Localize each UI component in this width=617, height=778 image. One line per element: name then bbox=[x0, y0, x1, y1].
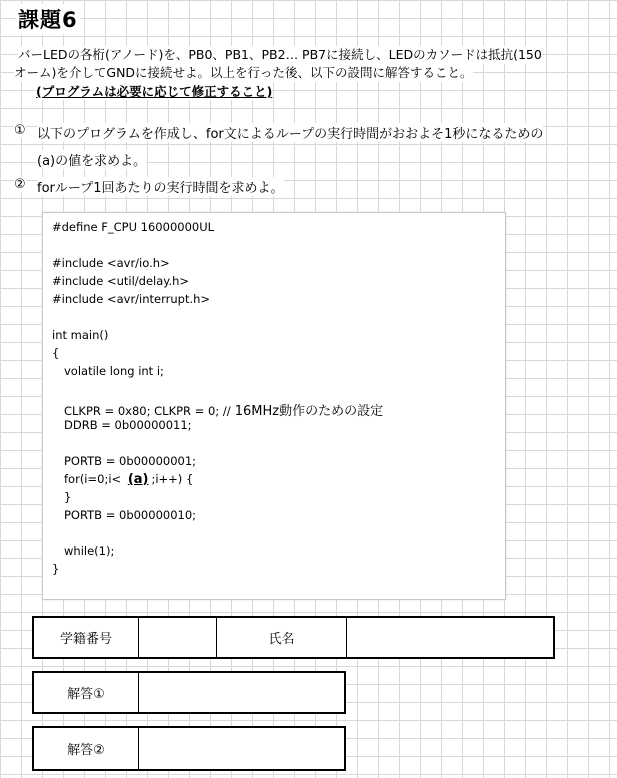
code-for-pre: for(i=0;i< bbox=[64, 472, 125, 486]
code-for-close: } bbox=[64, 490, 72, 504]
code-clkpr-comment: 16MHz動作のための設定 bbox=[230, 404, 384, 419]
answer-2-row bbox=[32, 726, 346, 771]
student-id-field[interactable] bbox=[139, 618, 217, 657]
code-include-interrupt: #include <avr/interrupt.h> bbox=[52, 292, 211, 306]
question-1-text-cont: (a)の値を求めよ。 bbox=[37, 150, 146, 169]
question-1-number: ① bbox=[14, 123, 26, 138]
page-title: 課題6 bbox=[16, 4, 80, 34]
question-2-text: forループ1回あたりの実行時間を求めよ。 bbox=[37, 177, 284, 196]
student-id-label: 学籍番号 bbox=[34, 618, 139, 657]
code-listing bbox=[42, 212, 506, 600]
code-include-io: #include <avr/io.h> bbox=[52, 256, 170, 270]
code-clkpr-stmt: CLKPR = 0x80; CLKPR = 0; // bbox=[64, 404, 231, 418]
answer-1-field[interactable] bbox=[139, 673, 344, 712]
blank-a: (a) bbox=[127, 472, 149, 487]
code-for-post: ;i++) { bbox=[151, 472, 194, 486]
code-ddrb: DDRB = 0b00000011; bbox=[64, 418, 192, 432]
answer-1-row bbox=[32, 671, 346, 714]
intro-line-1: バーLEDの各桁(アノード)を、PB0、PB1、PB2… PB7に接続し、LEDのカソードは抵抗(150 bbox=[18, 47, 542, 62]
name-label: 氏名 bbox=[217, 618, 347, 657]
code-main: int main() bbox=[52, 328, 109, 342]
answer-2-label: 解答② bbox=[34, 728, 139, 769]
code-define: #define F_CPU 16000000UL bbox=[52, 220, 215, 234]
student-info-row bbox=[32, 616, 555, 659]
question-2-number: ② bbox=[14, 177, 26, 192]
code-volatile: volatile long int i; bbox=[64, 364, 164, 378]
modification-note: (プログラムは必要に応じて修正すること) bbox=[36, 84, 273, 99]
code-while: while(1); bbox=[64, 544, 115, 558]
code-for bbox=[64, 472, 193, 487]
answer-2-field[interactable] bbox=[139, 728, 344, 769]
code-portb-1: PORTB = 0b00000001; bbox=[64, 454, 197, 468]
name-field[interactable] bbox=[347, 618, 553, 657]
intro-line-2: オーム)を介してGNDに接続せよ。以上を行った後、以下の設問に解答すること。 bbox=[14, 65, 473, 80]
code-portb-2: PORTB = 0b00000010; bbox=[64, 508, 197, 522]
code-open-brace: { bbox=[52, 346, 60, 360]
code-close-brace: } bbox=[52, 562, 60, 576]
code-include-delay: #include <util/delay.h> bbox=[52, 274, 190, 288]
answer-1-label: 解答① bbox=[34, 673, 139, 712]
code-clkpr bbox=[64, 400, 383, 419]
question-1-text: 以下のプログラムを作成し、for文によるループの実行時間がおおよそ1秒になるための bbox=[37, 123, 543, 142]
